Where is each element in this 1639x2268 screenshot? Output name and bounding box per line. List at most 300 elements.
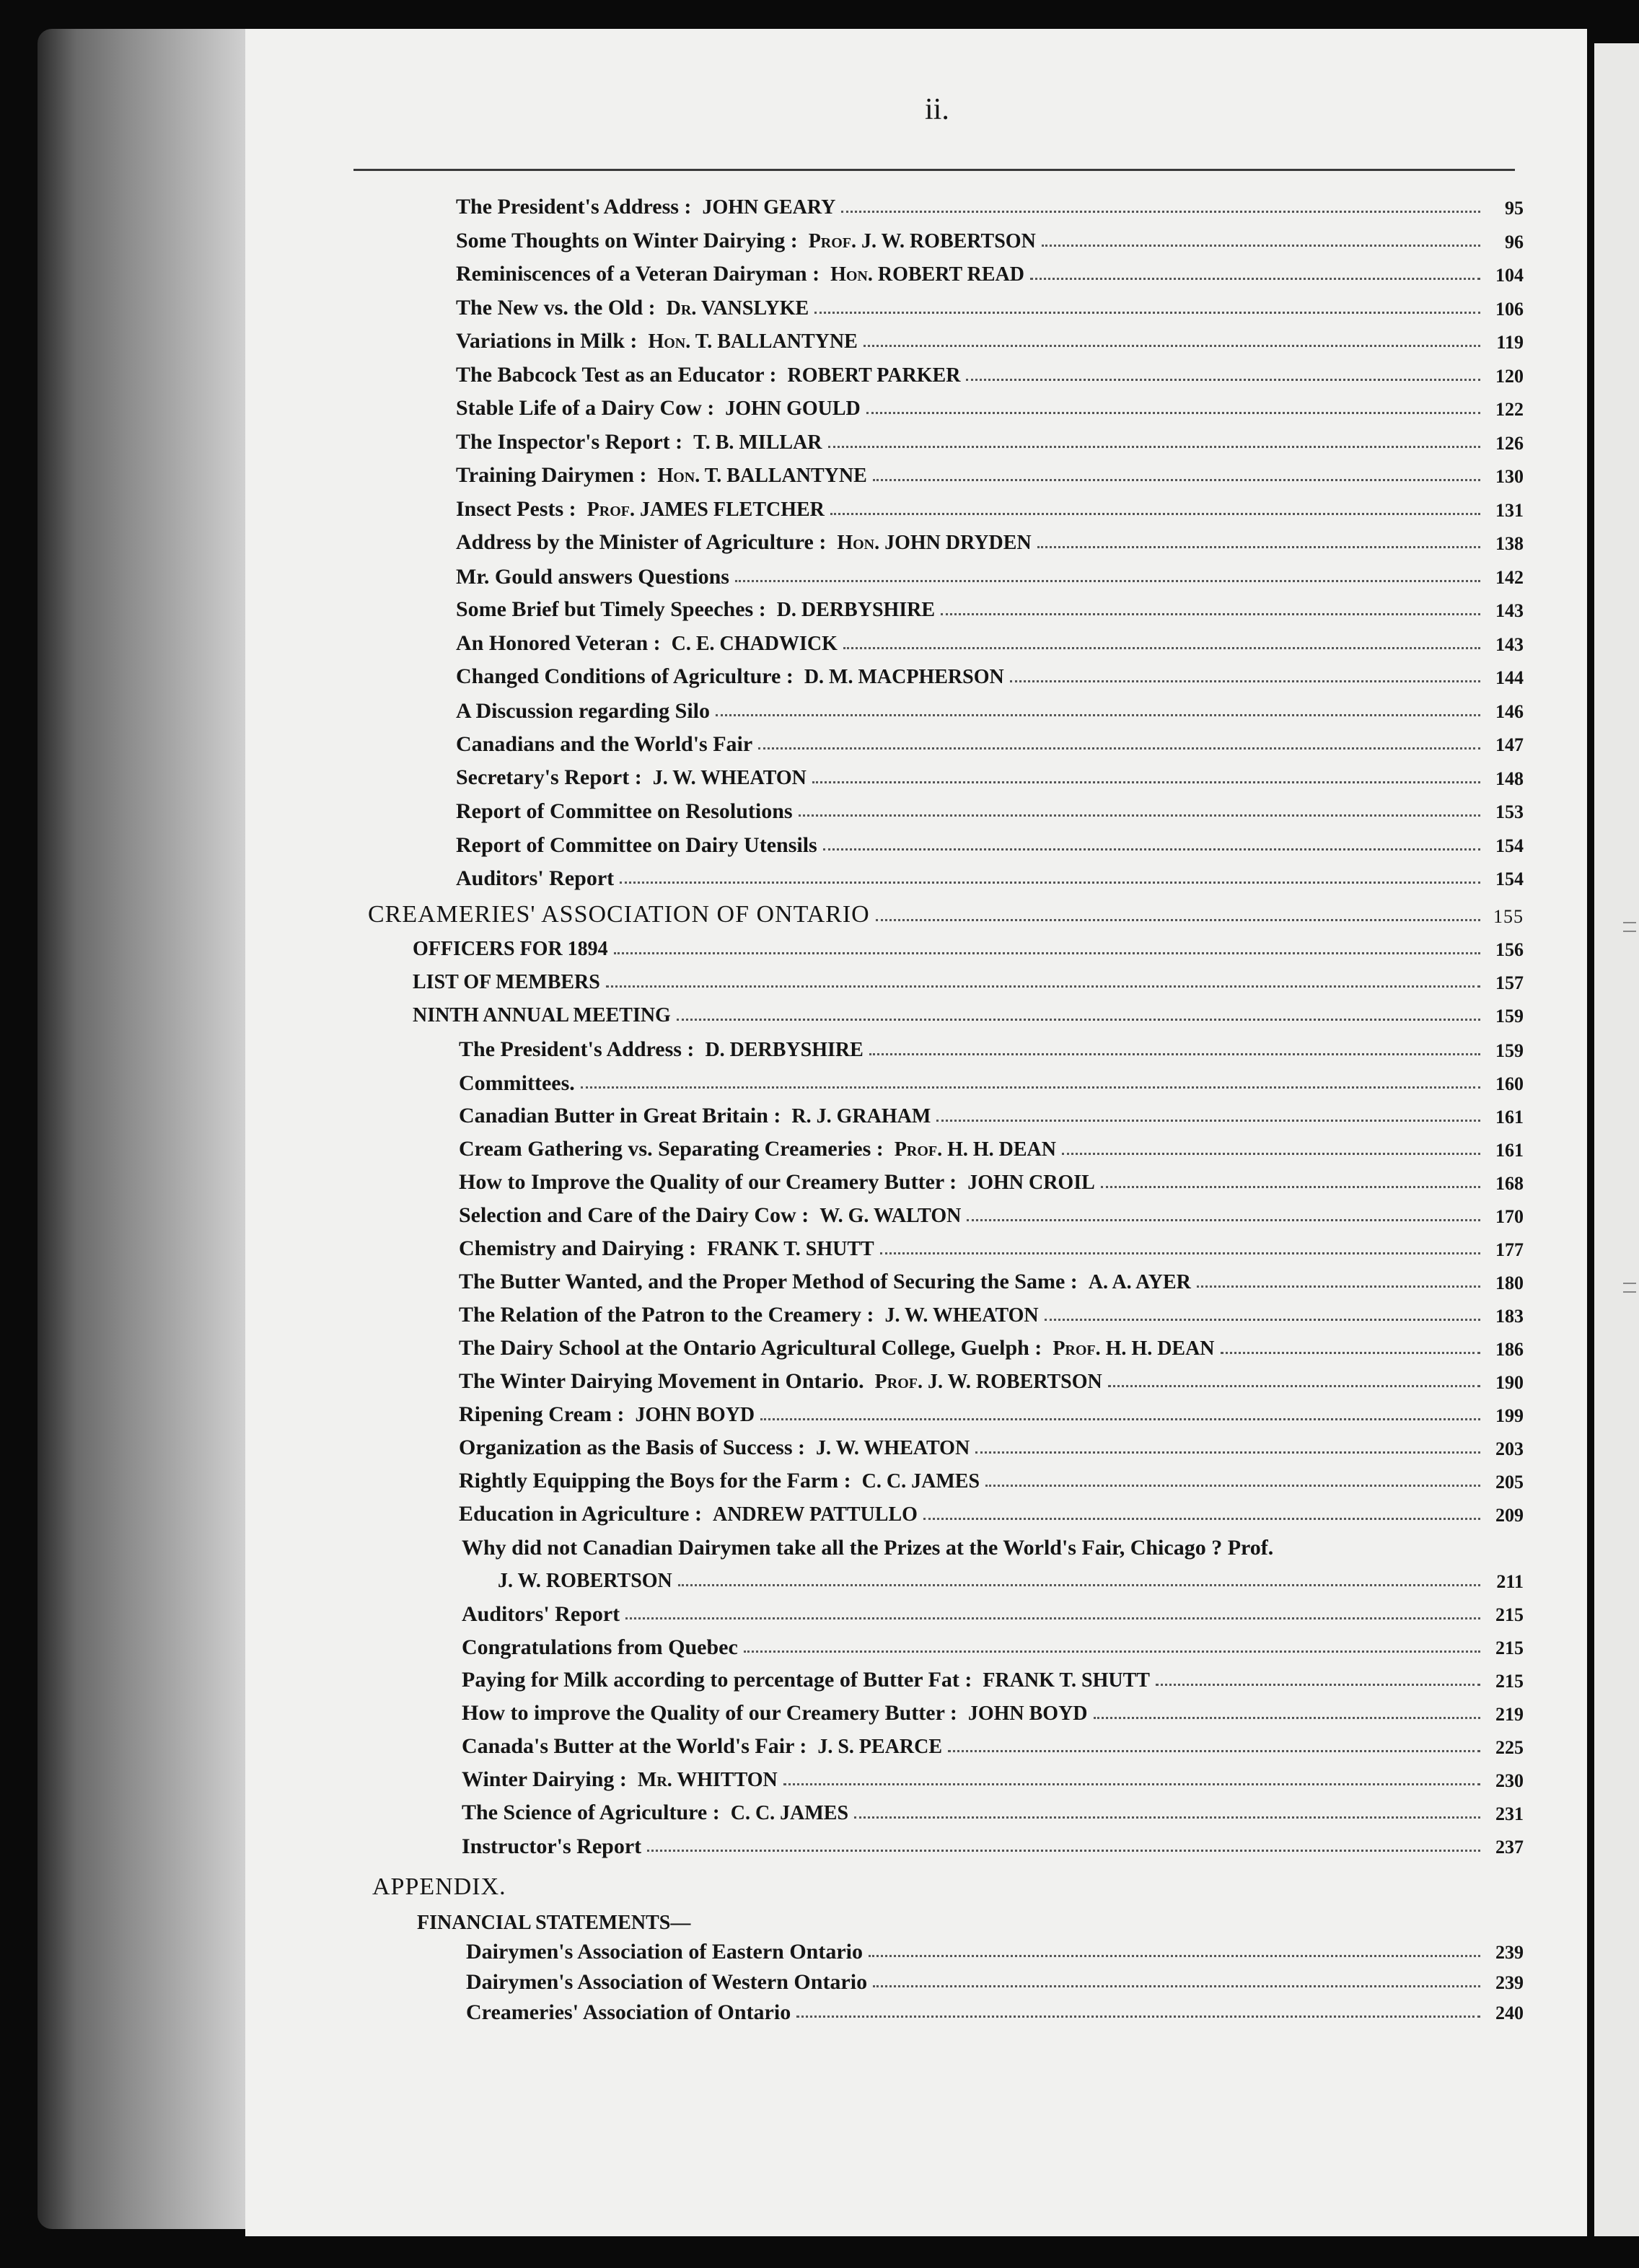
entry-page-number: 130 [1495,466,1524,488]
header-rule [353,169,1515,171]
entry-page-number: 183 [1495,1306,1524,1327]
entry-title: Report of Committee on Resolutions [456,799,793,823]
entry-author: JOHN BOYD [635,1404,755,1427]
entry-text [459,1303,1039,1327]
entry-title: Why did not Canadian Dairymen take all the Prizes at the World's Fair, Chicago ? Prof. [462,1536,1274,1560]
entry-text [456,664,1004,689]
margin-mark [1623,1291,1636,1293]
entry-title: The Babcock Test as an Educator : [456,362,777,387]
entry-text [456,765,807,790]
toc-entry [456,860,1524,890]
entry-page-number: 177 [1495,1239,1524,1261]
entry-text [456,631,838,656]
entry-title: FINANCIAL STATEMENTS— [417,1912,691,1935]
entry-text [459,1369,1102,1394]
entry-text [456,597,935,622]
toc-entry [456,524,1524,555]
dot-leader [606,985,1480,988]
dot-leader [967,1219,1480,1221]
entry-text [456,296,809,320]
entry-page-number: 219 [1495,1704,1524,1726]
dot-leader [975,1451,1480,1454]
entry-title: Instructor's Report [462,1834,642,1858]
entry-text [456,833,817,857]
entry-text [498,1568,672,1593]
toc-entry [466,1994,1524,2024]
entry-title: Canada's Butter at the World's Fair : [462,1734,807,1759]
entry-author: Prof. H. H. DEAN [1053,1337,1215,1361]
margin-mark [1623,922,1636,923]
entry-page-number: 225 [1495,1737,1524,1759]
entry-page-number: 106 [1495,298,1524,320]
entry-page-number: 144 [1495,667,1524,689]
entry-text [462,1701,1088,1726]
entry-text [456,732,752,756]
entry-text [462,1734,942,1759]
appendix-subheading [417,1904,1524,1935]
entry-title: Organization as the Basis of Success : [459,1436,805,1460]
entry-author: FRANK T. SHUTT [707,1238,874,1261]
entry-author: FRANK T. SHUTT [983,1669,1150,1692]
toc-entry [462,1596,1524,1626]
entry-text [462,1834,641,1858]
entry-title: Report of Committee on Dairy Utensils [456,832,817,857]
entry-page-number: 157 [1495,972,1524,994]
entry-text [456,430,822,454]
entry-text [456,329,858,353]
entry-page-number: 119 [1496,332,1524,353]
toc-entry [456,659,1524,689]
dot-leader [873,1985,1480,1987]
entry-text [459,1071,575,1095]
entry-author: Hon. T. BALLANTYNE [657,465,867,488]
entry-text [368,901,870,928]
dot-leader [758,747,1480,750]
entry-text [413,970,600,994]
entry-text [459,1336,1215,1361]
entry-author: W. G. WALTON [820,1205,962,1228]
entry-title: Canadians and the World's Fair [456,732,753,756]
dot-leader [966,379,1480,381]
entry-title: Congratulations from Quebec [462,1635,738,1659]
entry-author: ROBERT PARKER [787,364,961,387]
dot-leader [830,513,1480,515]
entry-page-number: 203 [1495,1438,1524,1460]
entry-page-number: 180 [1495,1273,1524,1294]
toc-entry [459,1131,1524,1161]
toc-entry [466,1964,1524,1994]
entry-title: The President's Address : [459,1037,695,1062]
entry-page-number: 215 [1495,1638,1524,1659]
entry-page-number: 230 [1495,1770,1524,1792]
toc-entry [456,693,1524,723]
toc-entry [462,1795,1524,1825]
dot-leader [1197,1285,1480,1288]
entry-text [456,262,1024,286]
dot-leader [812,781,1480,783]
entry-author: Hon. ROBERT READ [830,263,1024,286]
toc-entry [456,290,1524,320]
entry-title: Creameries' Association of Ontario [466,2000,791,2024]
entry-page-number: 146 [1495,700,1524,722]
entry-author: Prof. J. W. ROBERTSON [874,1371,1102,1394]
entry-text [462,1767,778,1792]
dot-leader [799,814,1480,817]
dot-leader [620,882,1480,884]
entry-author: JOHN GEARY [702,196,836,219]
entry-title: Stable Life of a Dairy Cow : [456,396,715,421]
entry-title: Dairymen's Association of Western Ontario [466,1970,868,1994]
entry-text [462,1801,848,1825]
toc-entry [459,1397,1524,1427]
dot-leader [1045,1319,1480,1321]
entry-title: The Science of Agriculture : [462,1801,720,1825]
toc-entry [456,223,1524,253]
entry-page-number: 240 [1495,2003,1524,2024]
entry-text [417,1910,690,1935]
entry-text [459,1436,970,1460]
entry-page-number: 153 [1495,801,1524,823]
entry-text [456,565,729,589]
dot-leader [948,1750,1480,1752]
entry-title: NINTH ANNUAL MEETING [413,1004,671,1027]
entry-author: D. DERBYSHIRE [776,599,936,622]
entry-title: The Dairy School at the Ontario Agricultural College, Guelph : [459,1336,1042,1361]
entry-page-number: 138 [1495,533,1524,555]
dot-leader [985,1485,1480,1487]
dot-leader [1108,1385,1480,1387]
entry-page-number: 148 [1495,768,1524,789]
toc-entry [459,1065,1524,1095]
entry-author: A. A. AYER [1088,1271,1191,1294]
entry-text [459,1203,961,1228]
toc-entry [459,1231,1524,1261]
margin-mark [1623,931,1636,932]
entry-title: The President's Address : [456,195,692,219]
entry-author: Hon. JOHN DRYDEN [837,532,1032,555]
toc-entry [462,1728,1524,1759]
dot-leader [814,312,1480,314]
dot-leader [1156,1684,1480,1686]
entry-text [459,1270,1191,1294]
facing-page-edge [1594,43,1639,2236]
entry-title: OFFICERS FOR 1894 [413,938,608,961]
toc-entry [466,1933,1524,1964]
dot-leader [1221,1352,1480,1354]
entry-title: Mr. Gould answers Questions [456,564,729,589]
toc-entry [456,491,1524,522]
entry-title: How to Improve the Quality of our Creamery Butter : [459,1170,957,1195]
dot-leader [677,1019,1480,1021]
dot-leader [1094,1717,1480,1719]
toc-entry [459,1430,1524,1460]
entry-title: Dairymen's Association of Eastern Ontario [466,1940,863,1964]
entry-text [456,497,825,522]
dot-leader [581,1086,1480,1089]
entry-title: Chemistry and Dairying : [459,1236,697,1261]
entry-author: JOHN BOYD [967,1702,1088,1726]
entry-author: C. C. JAMES [861,1470,980,1493]
toc-entry [459,1197,1524,1228]
entry-title: Paying for Milk according to percentage of Butter Fat : [462,1668,972,1692]
dot-leader [866,412,1480,414]
entry-page-number: 209 [1495,1505,1524,1526]
toc-entry [456,793,1524,823]
entry-text [456,699,710,723]
entry-page-number: 239 [1495,1942,1524,1964]
toc-entry [459,1297,1524,1327]
toc-entry [456,323,1524,353]
toc-entry [462,1828,1524,1858]
entry-page-number: 143 [1495,633,1524,655]
entry-page-number: 161 [1495,1140,1524,1161]
entry-page-number: 239 [1495,1972,1524,1994]
toc-entry [456,390,1524,421]
toc-entry [456,726,1524,756]
entry-title: The Inspector's Report : [456,429,683,454]
entry-text [462,1668,1150,1692]
entry-page-number: 211 [1496,1571,1524,1593]
entry-title: Changed Conditions of Agriculture : [456,664,794,689]
dot-leader [854,1816,1480,1819]
entry-text [456,396,861,421]
entry-title: Training Dairymen : [456,463,647,488]
dot-leader [936,1120,1480,1122]
toc-entry [459,1496,1524,1526]
entry-page-number: 96 [1505,231,1524,252]
book-edge [38,29,254,2229]
entry-author: Prof. J. W. ROBERTSON [808,229,1036,252]
entry-page-number: 205 [1495,1472,1524,1493]
entry-page-number: 147 [1495,734,1524,756]
entry-title: Auditors' Report [462,1602,620,1626]
entry-page-number: 231 [1495,1803,1524,1825]
entry-title: Education in Agriculture : [459,1502,702,1526]
toc-entry [456,424,1524,454]
appendix-heading [372,1870,1524,1900]
entry-text [413,936,608,961]
entry-text [462,1635,738,1659]
entry-page-number: 199 [1495,1405,1524,1427]
dot-leader [923,1518,1480,1520]
page-number: ii. [925,93,949,126]
entry-text [372,1873,506,1900]
entry-page-number: 237 [1495,1837,1524,1858]
toc-entry [462,1695,1524,1726]
dot-leader [678,1584,1480,1586]
subsection-entry [413,931,1524,961]
entry-author: J. W. WHEATON [816,1437,970,1460]
entry-title: Insect Pests : [456,496,576,521]
entry-author: J. S. PEARCE [817,1736,943,1759]
entry-page-number: 161 [1495,1107,1524,1128]
dot-leader [796,2016,1480,2018]
toc-entry [459,1463,1524,1493]
toc-entry [459,1032,1524,1062]
toc-entry [456,592,1524,622]
dot-leader [1037,546,1480,548]
dot-leader [869,1053,1480,1055]
entry-page-number: 95 [1505,198,1524,219]
entry-text [466,1970,867,1994]
entry-text [459,1104,931,1128]
dot-leader [625,1617,1480,1619]
entry-text [456,866,614,890]
entry-text [466,2000,791,2024]
margin-mark [1623,1283,1636,1284]
toc-entry [456,558,1524,589]
toc-entry [456,625,1524,656]
entry-text [456,195,835,219]
entry-text [459,1170,1095,1195]
toc-entry [456,760,1524,790]
entry-title: How to improve the Quality of our Creamery Butter : [462,1701,957,1726]
toc-entry [456,189,1524,219]
entry-title: J. W. ROBERTSON [498,1570,672,1593]
entry-text [462,1602,620,1626]
entry-author: J. W. WHEATON [884,1304,1039,1327]
toc-entry [462,1629,1524,1659]
toc-entry [456,357,1524,387]
entry-title: The Relation of the Patron to the Creamery : [459,1303,874,1327]
entry-page-number: 190 [1495,1372,1524,1394]
subsection-entry [413,997,1524,1027]
entry-page-number: 155 [1493,906,1524,928]
entry-author: D. M. MACPHERSON [804,666,1004,689]
dot-leader [735,580,1480,582]
entry-title: The Butter Wanted, and the Proper Method of Securing the Same : [459,1270,1078,1294]
entry-page-number: 156 [1495,939,1524,961]
entry-title: Reminiscences of a Veteran Dairyman : [456,262,820,286]
entry-author: Mr. WHITTON [637,1769,778,1792]
entry-text [456,799,793,823]
entry-page-number: 120 [1495,365,1524,387]
entry-page-number: 126 [1495,432,1524,454]
toc-entry-line2 [498,1562,1524,1593]
entry-page-number: 154 [1495,869,1524,890]
dot-leader [843,647,1480,649]
entry-title: Auditors' Report [456,866,615,890]
entry-page-number: 154 [1495,835,1524,856]
entry-title: The Winter Dairying Movement in Ontario. [459,1369,864,1394]
dot-leader [1062,1153,1480,1155]
entry-author: Dr. VANSLYKE [666,296,809,320]
entry-title: An Honored Veteran : [456,630,661,655]
entry-text [459,1502,918,1526]
entry-page-number: 170 [1495,1206,1524,1228]
dot-leader [841,211,1480,213]
dot-leader [1101,1186,1480,1188]
entry-title: APPENDIX. [372,1873,506,1900]
dot-leader [1010,680,1480,682]
entry-author: D. DERBYSHIRE [705,1039,864,1062]
entry-text [459,1402,755,1427]
entry-page-number: 215 [1495,1604,1524,1626]
dot-leader [744,1651,1480,1653]
toc-entry [459,1363,1524,1394]
entry-title: A Discussion regarding Silo [456,698,711,723]
entry-author: R. J. GRAHAM [791,1105,931,1128]
entry-text [413,1003,671,1027]
entry-title: CREAMERIES' ASSOCIATION OF ONTARIO [368,900,870,928]
entry-title: Rightly Equipping the Boys for the Farm : [459,1469,851,1493]
entry-title: Canadian Butter in Great Britain : [459,1104,781,1128]
dot-leader [873,479,1480,481]
entry-text [456,363,960,387]
entry-author: JOHN GOULD [725,397,861,421]
entry-title: Ripening Cream : [459,1402,625,1427]
dot-leader [864,345,1480,347]
entry-title: Committees. [459,1071,575,1095]
entry-page-number: 142 [1495,566,1524,588]
entry-author: ANDREW PATTULLO [712,1503,918,1526]
entry-page-number: 122 [1495,399,1524,421]
entry-text [456,463,867,488]
entry-title: LIST OF MEMBERS [413,971,600,994]
dot-leader [647,1850,1480,1852]
entry-text [459,1469,980,1493]
entry-author: Prof. H. H. DEAN [894,1138,1056,1161]
entry-text [456,229,1036,253]
entry-author: J. W. WHEATON [652,766,807,789]
entry-title: Selection and Care of the Dairy Cow : [459,1203,809,1228]
entry-title: Winter Dairying : [462,1767,627,1792]
entry-page-number: 160 [1495,1073,1524,1095]
entry-page-number: 168 [1495,1173,1524,1195]
entry-title: Some Thoughts on Winter Dairying : [456,228,798,252]
toc-entry [456,827,1524,857]
entry-author: JOHN CROIL [967,1172,1095,1195]
entry-text [459,1137,1056,1161]
dot-leader [876,919,1480,921]
entry-text [462,1536,1273,1560]
toc-entry [456,457,1524,488]
dot-leader [828,446,1480,448]
dot-leader [1030,278,1480,280]
dot-leader [1042,245,1480,247]
toc-entry [462,1762,1524,1792]
toc-entry [459,1264,1524,1294]
dot-leader [823,848,1480,850]
dot-leader [941,613,1480,615]
entry-author: T. B. MILLAR [693,431,822,454]
toc-entry [459,1098,1524,1128]
entry-title: Cream Gathering vs. Separating Creameries : [459,1137,884,1161]
entry-author: C. C. JAMES [730,1802,849,1825]
toc-entry [462,1662,1524,1692]
entry-title: Variations in Milk : [456,329,638,353]
dot-leader [783,1783,1480,1785]
dot-leader [869,1955,1480,1957]
entry-page-number: 215 [1495,1671,1524,1692]
entry-title: The New vs. the Old : [456,295,656,320]
dot-leader [760,1418,1480,1420]
toc-entry [459,1164,1524,1195]
entry-title: Secretary's Report : [456,765,642,789]
dot-leader [716,714,1480,716]
entry-author: Hon. T. BALLANTYNE [648,330,858,353]
entry-page-number: 159 [1495,1006,1524,1027]
entry-text [466,1940,863,1964]
section-heading [368,897,1524,928]
toc-entry [456,256,1524,286]
entry-title: Some Brief but Timely Speeches : [456,597,766,622]
entry-text [456,530,1032,555]
dot-leader [614,952,1480,954]
entry-author: Prof. JAMES FLETCHER [586,498,825,521]
entry-page-number: 159 [1495,1040,1524,1062]
entry-page-number: 143 [1495,600,1524,622]
